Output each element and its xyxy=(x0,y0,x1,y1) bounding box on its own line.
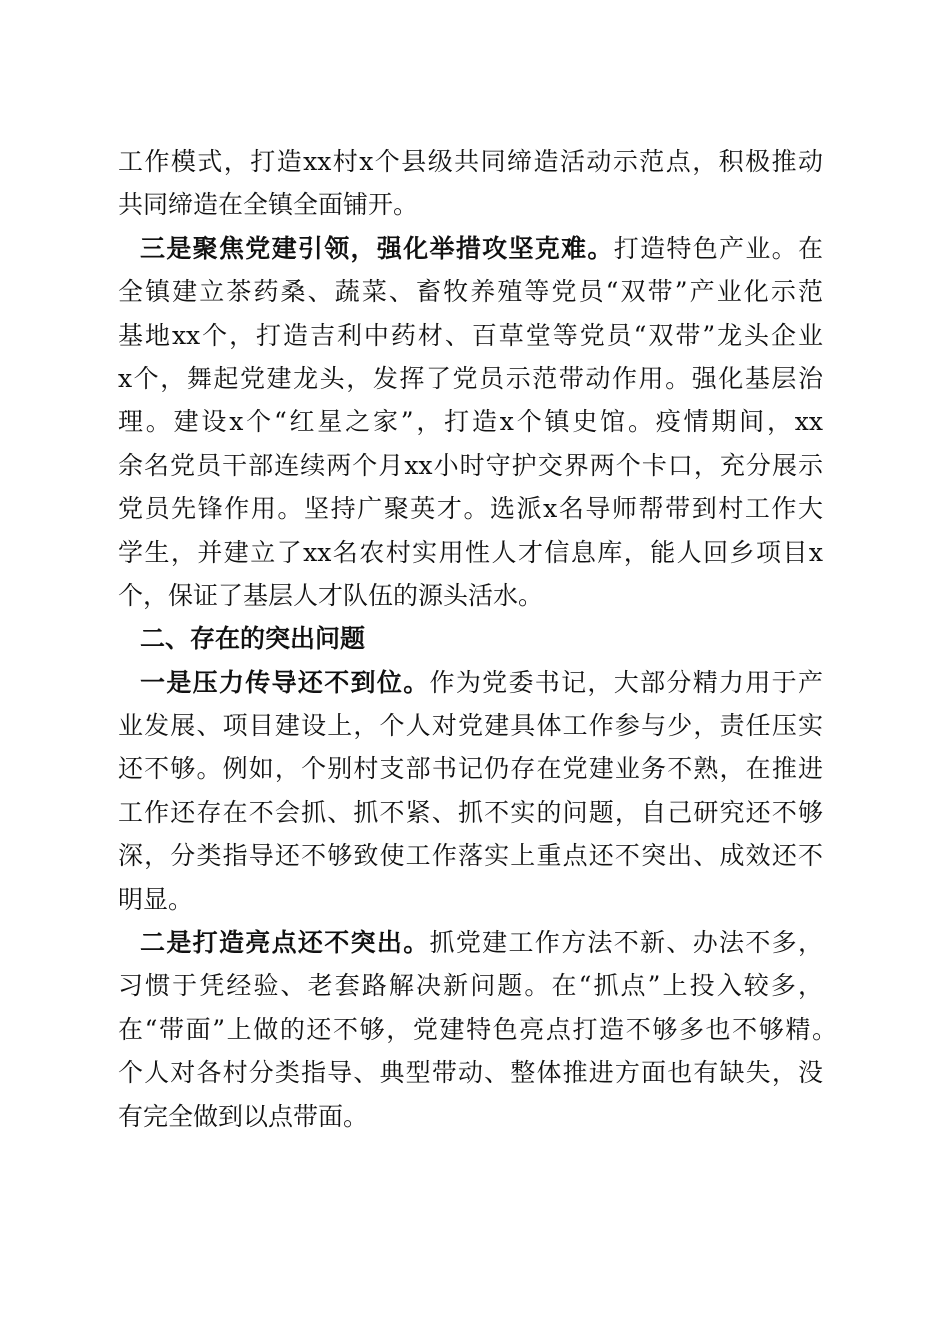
body-text: 基地xx个，打造吉利中药材、百草堂等党员“双带”龙头企业 xyxy=(118,320,823,350)
body-text: 作为党委书记，大部分精力用于产 xyxy=(429,667,823,697)
text-line xyxy=(118,270,823,313)
body-text: 还不够。例如，个别村支部书记仍存在党建业务不熟，在推进 xyxy=(118,754,823,784)
body-text: 理。建设x个“红星之家”，打造x个镇史馆。疫情期间，xx xyxy=(118,407,823,437)
text-line xyxy=(118,357,823,400)
text-line xyxy=(118,574,823,617)
text-line xyxy=(118,400,823,443)
body-text: 党员先锋作用。坚持广聚英才。选派x名导师帮带到村工作大 xyxy=(118,494,823,524)
text-line xyxy=(118,227,823,270)
body-text: 抓党建工作方法不新、办法不多， xyxy=(429,928,823,958)
text-line xyxy=(118,834,823,877)
body-text: 明显。 xyxy=(118,884,194,914)
text-line xyxy=(118,1008,837,1051)
bold-lead-text: 三是聚焦党建引领，强化举措攻坚克难。 xyxy=(140,233,614,263)
section-heading xyxy=(118,617,823,660)
text-line xyxy=(118,444,823,487)
body-text: 习惯于凭经验、老套路解决新问题。在“抓点”上投入较多， xyxy=(118,971,823,1001)
document-body xyxy=(118,140,837,1138)
bold-lead-text: 二是打造亮点还不突出。 xyxy=(140,928,430,958)
body-text: 个，保证了基层人才队伍的源头活水。 xyxy=(118,580,544,610)
body-text: 深，分类指导还不够致使工作落实上重点还不突出、成效还不 xyxy=(118,841,823,871)
text-line xyxy=(118,921,823,964)
body-text: 有完全做到以点带面。 xyxy=(118,1101,369,1131)
body-text: 工作模式，打造xx村x个县级共同缔造活动示范点，积极推动 xyxy=(118,147,823,176)
body-text: 学生，并建立了xx名农村实用性人才信息库，能人回乡项目x xyxy=(118,537,823,567)
heading-text: 二、存在的突出问题 xyxy=(140,624,366,654)
body-text: 全镇建立茶药桑、蔬菜、畜牧养殖等党员“双带”产业化示范 xyxy=(118,277,823,307)
text-line xyxy=(118,964,823,1007)
text-line xyxy=(118,314,823,357)
body-text: 余名党员干部连续两个月xx小时守护交界两个卡口，充分展示 xyxy=(118,450,823,480)
body-text: 业发展、项目建设上，个人对党建具体工作参与少，责任压实 xyxy=(118,711,823,741)
text-line xyxy=(118,1095,823,1138)
text-line xyxy=(118,747,823,790)
body-text: x个，舞起党建龙头，发挥了党员示范带动作用。强化基层治 xyxy=(118,363,823,393)
body-text: 打造特色产业。在 xyxy=(613,233,823,263)
body-text: 在“带面”上做的还不够，党建特色亮点打造不够多也不够精。 xyxy=(118,1014,837,1044)
bold-lead-text: 一是压力传导还不到位。 xyxy=(140,667,430,697)
text-line xyxy=(118,140,823,183)
text-line xyxy=(118,183,823,226)
text-line xyxy=(118,791,823,834)
body-text: 共同缔造在全镇全面铺开。 xyxy=(118,190,419,220)
text-line xyxy=(118,531,823,574)
text-line xyxy=(118,878,823,921)
text-line xyxy=(118,487,823,530)
text-line xyxy=(118,661,823,704)
text-line xyxy=(118,704,823,747)
body-text: 工作还存在不会抓、抓不紧、抓不实的问题，自己研究还不够 xyxy=(118,797,823,827)
text-line xyxy=(118,1051,823,1094)
body-text: 个人对各村分类指导、典型带动、整体推进方面也有缺失，没 xyxy=(118,1058,823,1088)
